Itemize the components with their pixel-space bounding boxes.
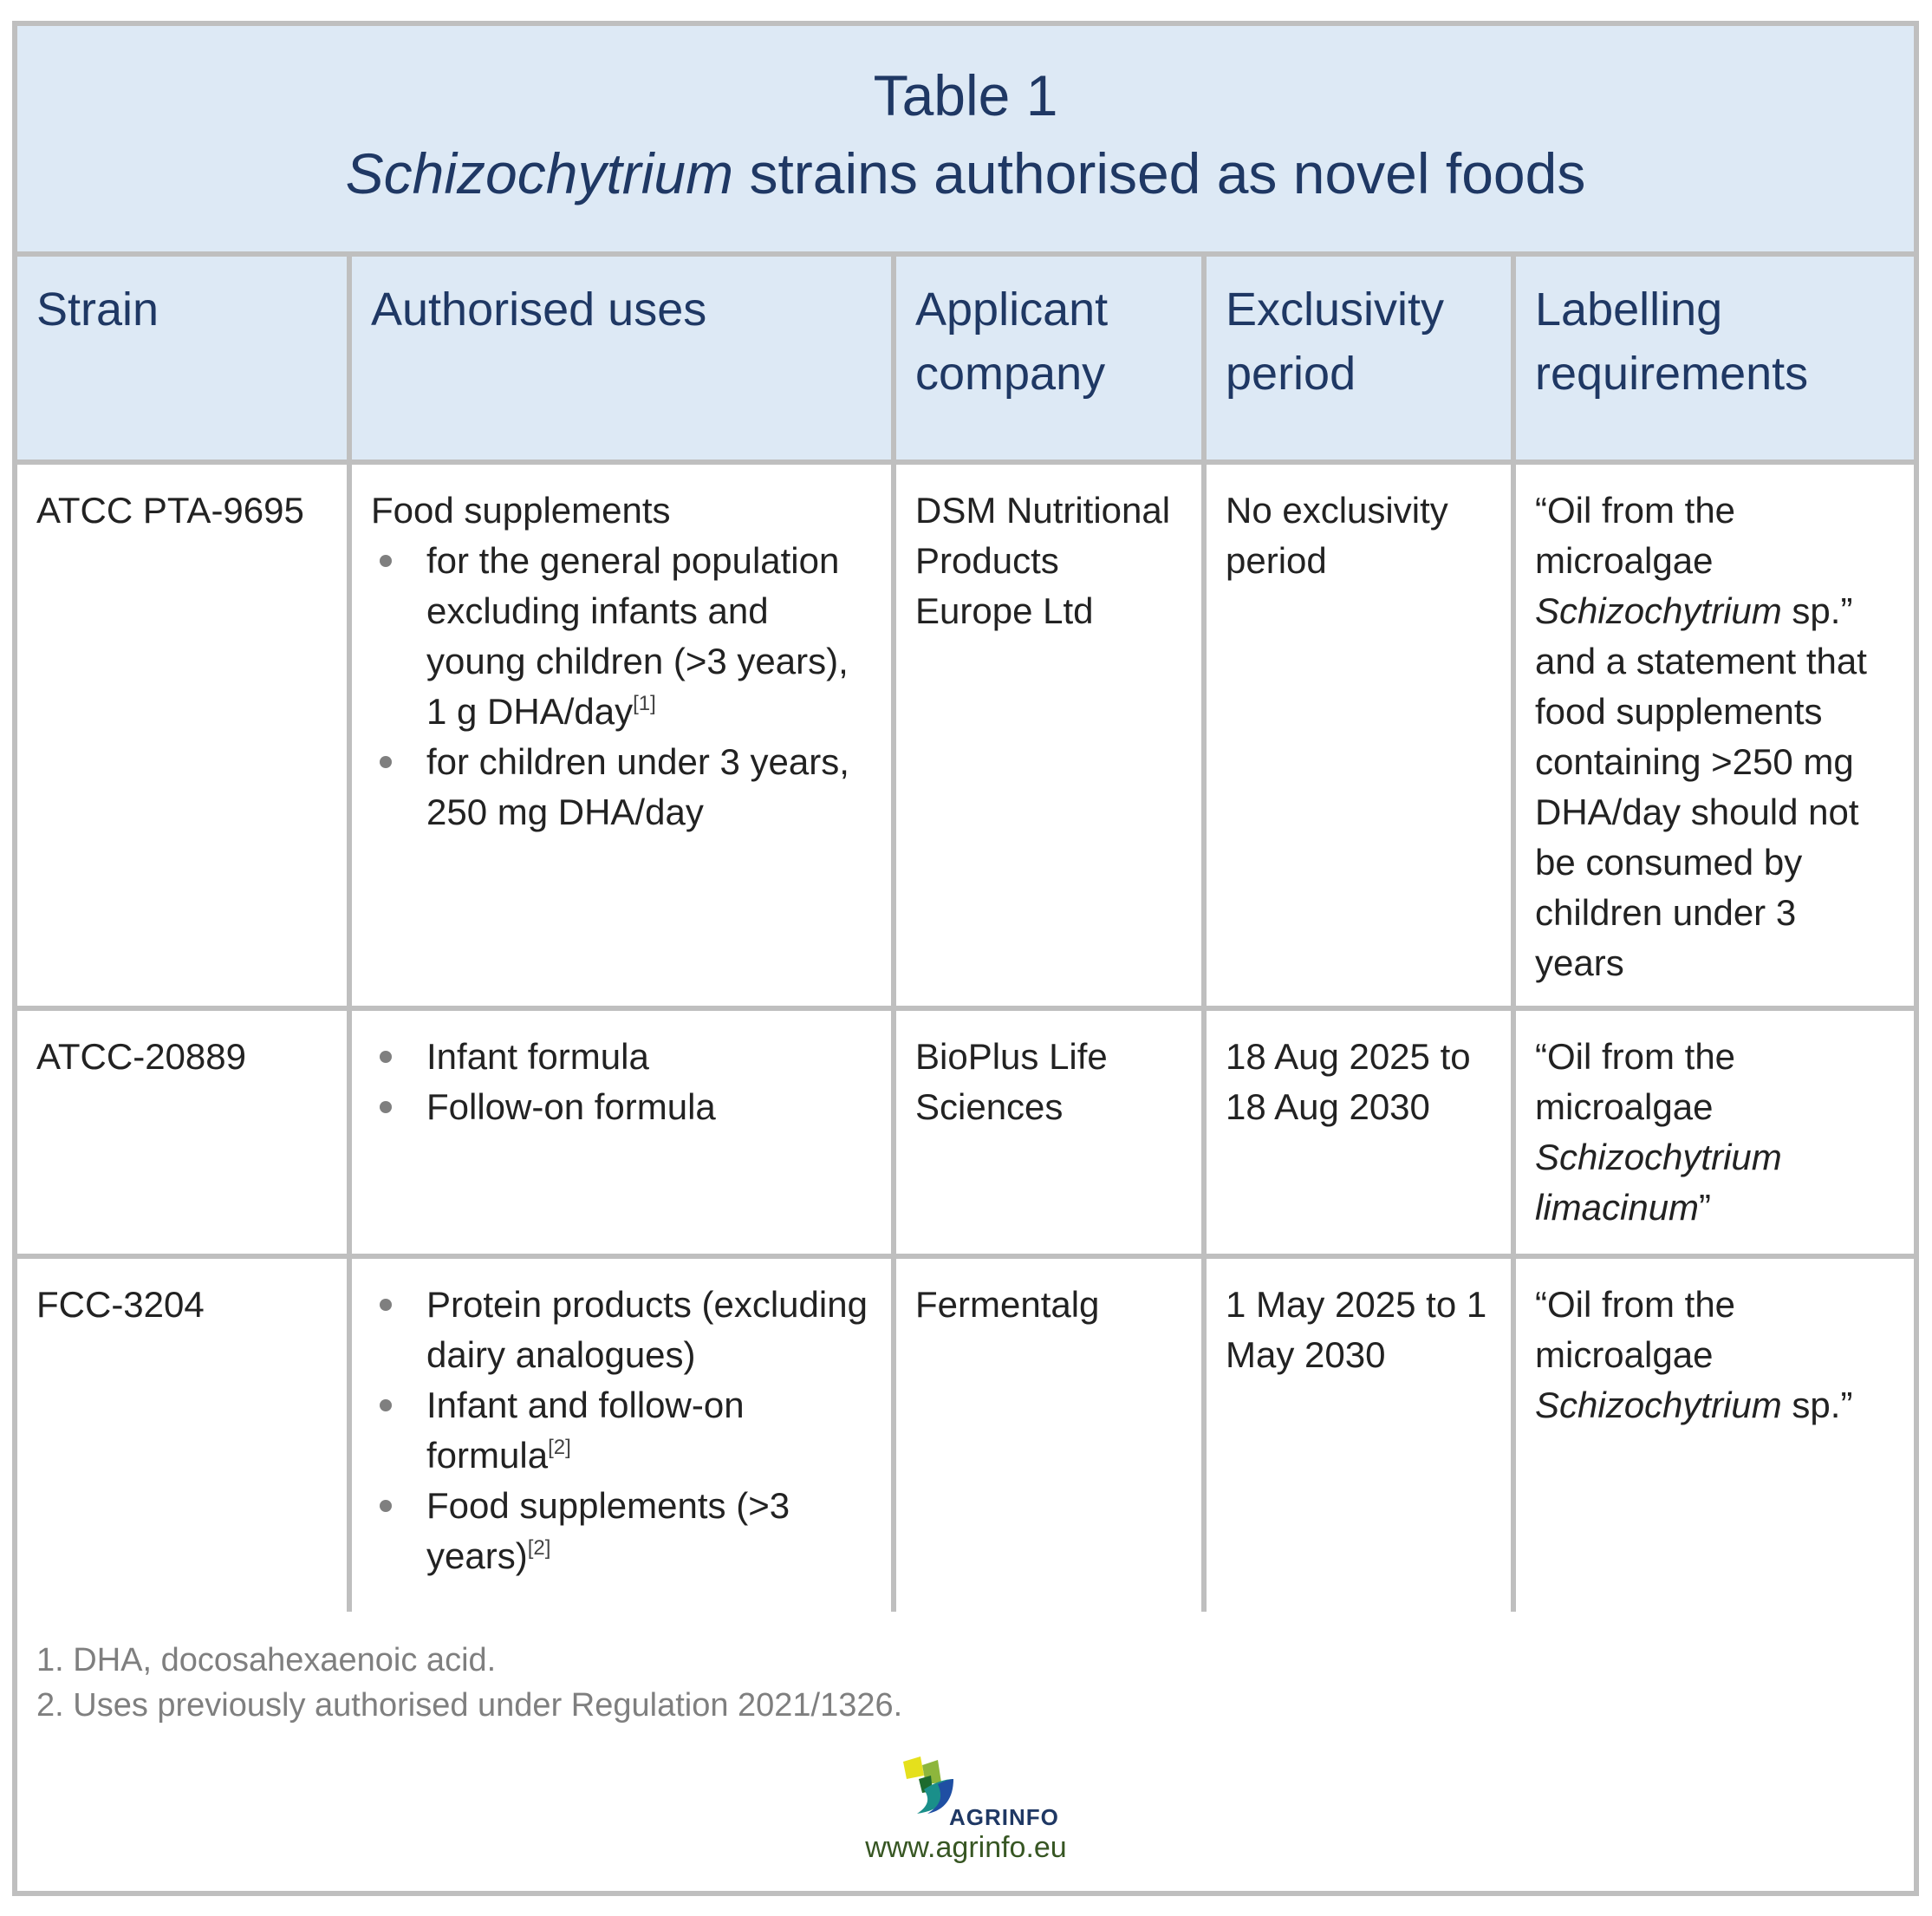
list-item: Food supplements (>3 years)[2]: [371, 1481, 872, 1581]
website-link[interactable]: www.agrinfo.eu: [865, 1831, 1067, 1864]
table-number: Table 1: [873, 63, 1058, 127]
cell-company: BioPlus Life Sciences: [894, 1008, 1204, 1256]
cell-labelling: “Oil from the microalgae Schizochytrium limacinum”: [1513, 1008, 1914, 1256]
footnote-ref[interactable]: [1]: [633, 692, 656, 715]
table-row: [17, 1008, 1914, 1256]
cell-company: DSM Nutritional Products Europe Ltd: [894, 462, 1204, 1008]
cell-exclusivity: No exclusivity period: [1204, 462, 1513, 1008]
header-exclusivity-period: Exclusivity period: [1204, 257, 1513, 462]
header-labelling-requirements: Labelling requirements: [1513, 257, 1914, 462]
table-frame: [12, 21, 1919, 1896]
uses-list: [371, 1280, 872, 1581]
table-caption: [17, 139, 1914, 208]
cell-uses: [349, 1008, 894, 1256]
footnote-ref[interactable]: [2]: [548, 1436, 571, 1459]
list-item: for children under 3 years, 250 mg DHA/day: [371, 737, 872, 837]
cell-strain: ATCC PTA-9695: [17, 462, 349, 1008]
footnote-2: 2. Uses previously authorised under Regulation 2021/1326.: [36, 1687, 903, 1724]
list-item: Protein products (excluding dairy analogues): [371, 1280, 872, 1380]
header-row: [17, 257, 1914, 462]
footnote-ref[interactable]: [2]: [527, 1536, 551, 1560]
cell-strain: ATCC-20889: [17, 1008, 349, 1256]
list-item: for the general population excluding infants and young children (>3 years), 1 g DHA/day[1]: [371, 536, 872, 737]
table-title-block: [17, 26, 1914, 257]
cell-exclusivity: 18 Aug 2025 to 18 Aug 2030: [1204, 1008, 1513, 1256]
cell-uses: [349, 1256, 894, 1659]
cell-labelling: “Oil from the microalgae Schizochytrium sp.”: [1513, 1256, 1914, 1659]
cell-company: Fermentalg: [894, 1256, 1204, 1659]
table-row: [17, 1256, 1914, 1659]
list-item: Infant and follow-on formula[2]: [371, 1380, 872, 1481]
cell-uses: [349, 462, 894, 1008]
header-applicant-company: Applicant company: [894, 257, 1204, 462]
uses-list: [371, 1032, 872, 1132]
caption-genus: Schizochytrium: [345, 141, 734, 205]
list-item: Infant formula: [371, 1032, 872, 1082]
cell-labelling: “Oil from the microalgae Schizochytrium sp.” and a statement that food supplements containing >250 mg DHA/day should not be consumed by children under 3 years: [1513, 462, 1914, 1008]
cell-exclusivity: 1 May 2025 to 1 May 2030: [1204, 1256, 1513, 1659]
header-strain: Strain: [17, 257, 349, 462]
table-row: [17, 462, 1914, 1008]
list-item: Follow-on formula: [371, 1082, 872, 1132]
uses-intro: Food supplements: [371, 490, 671, 531]
cell-strain: FCC-3204: [17, 1256, 349, 1659]
logo-wordmark: AGRINFO: [949, 1804, 1059, 1830]
strains-table: [17, 257, 1914, 1662]
uses-list: [371, 536, 872, 837]
footnote-1: 1. DHA, docosahexaenoic acid.: [36, 1642, 497, 1678]
caption-rest: strains authorised as novel foods: [733, 141, 1586, 205]
header-authorised-uses: Authorised uses: [349, 257, 894, 462]
